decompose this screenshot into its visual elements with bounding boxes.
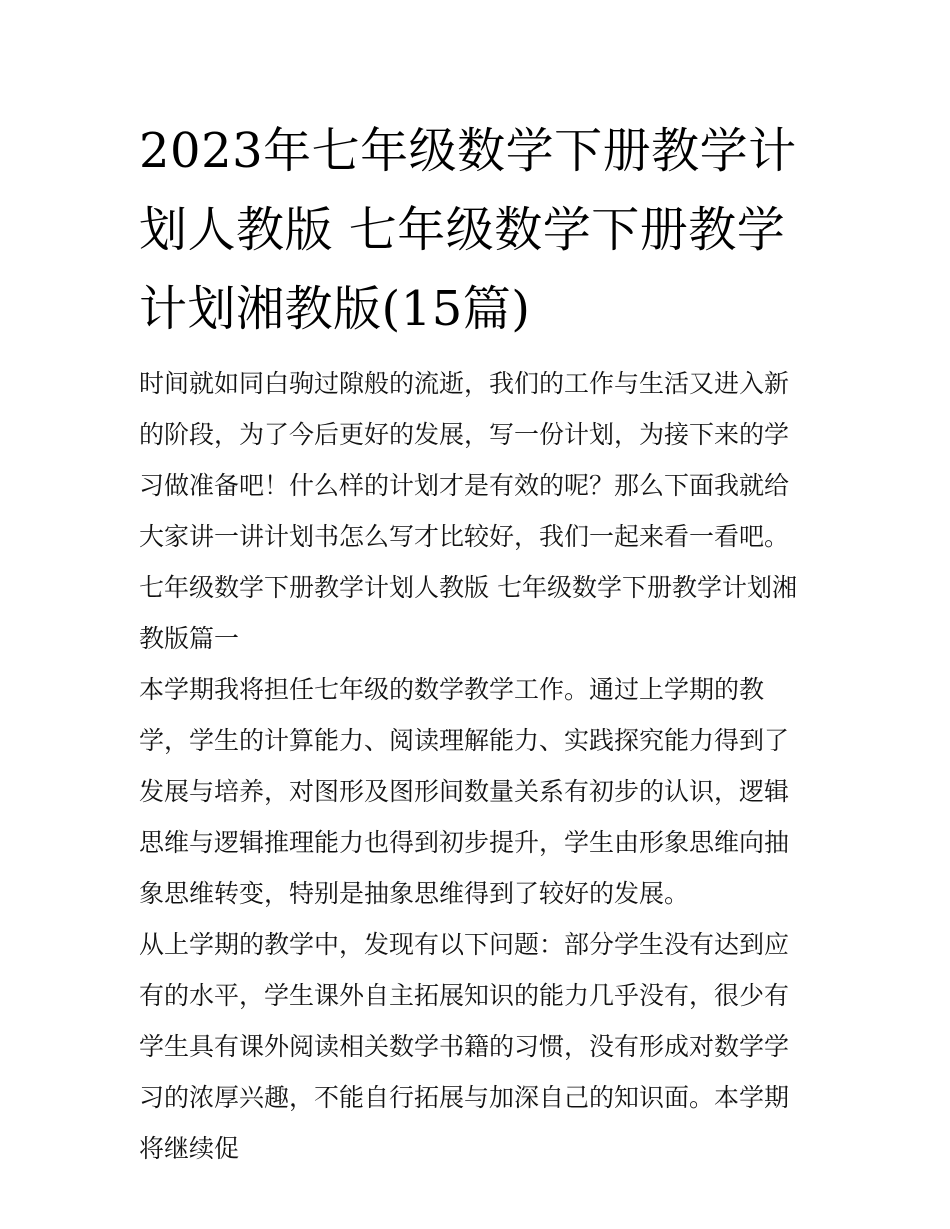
intro-paragraph: 时间就如同白驹过隙般的流逝，我们的工作与生活又进入新的阶段，为了今后更好的发展，写一份计划，为接下来的学习做准备吧！什么样的计划才是有效的呢？那么下面我就给大家讲一讲计划书怎么写才比较好，我们一起来看一看吧。 xyxy=(139,369,790,551)
title-spacer xyxy=(139,349,811,358)
body-paragraph: 本学期我将担任七年级的数学教学工作。通过上学期的教学，学生的计算能力、阅读理解能力、实践探究能力得到了发展与培养，对图形及图形间数量关系有初步的认识，逻辑思维与逻辑推理能力也得到初步提升，学生由形象思维向抽象思维转变，特别是抽象思维得到了较好的发展。 xyxy=(139,675,790,908)
document-title: 2023年七年级数学下册教学计划人教版 七年级数学下册教学计划湘教版(15篇) xyxy=(139,123,797,337)
body-paragraph: 从上学期的教学中，发现有以下问题：部分学生没有达到应有的水平，学生课外自主拓展知识的能力几乎没有，很少有学生具有课外阅读相关数学书籍的习惯，没有形成对数学学习的浓厚兴趣，不能自行拓展与加深自己的知识面。本学期将继续促 xyxy=(139,930,790,1163)
document-body xyxy=(139,112,811,1174)
section-heading: 七年级数学下册教学计划人教版 七年级数学下册教学计划湘教版篇一 xyxy=(139,573,797,653)
